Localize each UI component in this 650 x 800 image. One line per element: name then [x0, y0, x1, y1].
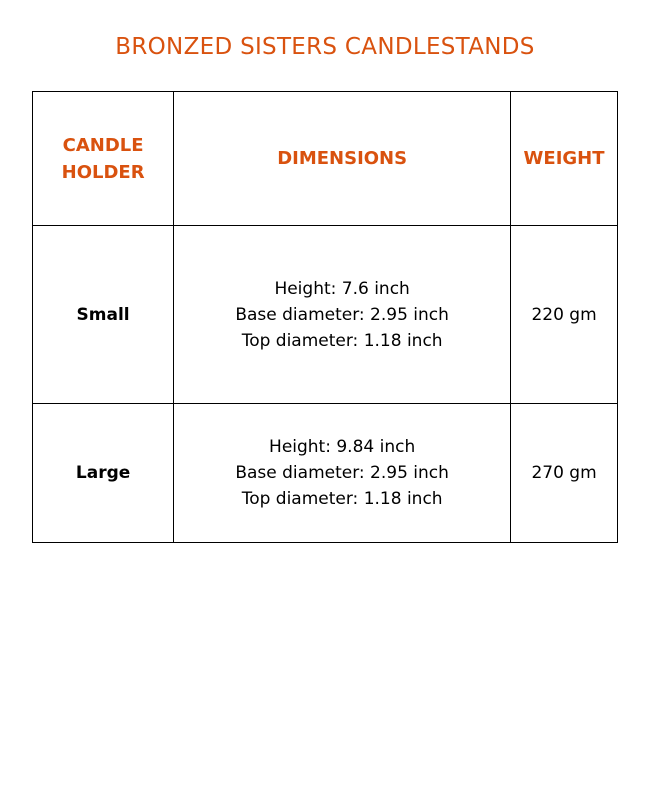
dimension-top-diameter: Top diameter: 1.18 inch — [241, 489, 443, 509]
dimension-height: Height: 7.6 inch — [274, 278, 410, 299]
dimensions-cell — [174, 226, 511, 404]
candlestand-spec-table — [32, 91, 618, 543]
page-title: BRONZED SISTERS CANDLESTANDS — [115, 34, 535, 60]
weight-cell: 220 gm — [511, 226, 618, 404]
dimension-base-diameter: Base diameter: 2.95 inch — [235, 463, 449, 483]
dimension-height: Height: 9.84 inch — [269, 437, 416, 457]
table-row-small — [33, 226, 618, 404]
holder-name-cell: Large — [33, 404, 174, 543]
header-weight: WEIGHT — [511, 92, 618, 226]
table-row-large — [33, 404, 618, 543]
table-header-row — [33, 92, 618, 226]
weight-cell: 270 gm — [511, 404, 618, 543]
dimension-base-diameter: Base diameter: 2.95 inch — [235, 304, 449, 325]
header-dimensions: DIMENSIONS — [174, 92, 511, 226]
holder-name-cell: Small — [33, 226, 174, 404]
header-candle-holder-line2: HOLDER — [61, 161, 145, 183]
dimension-top-diameter: Top diameter: 1.18 inch — [241, 330, 443, 351]
header-candle-holder — [33, 92, 174, 226]
dimensions-cell — [174, 404, 511, 543]
header-candle-holder-line1: CANDLE — [62, 134, 144, 156]
